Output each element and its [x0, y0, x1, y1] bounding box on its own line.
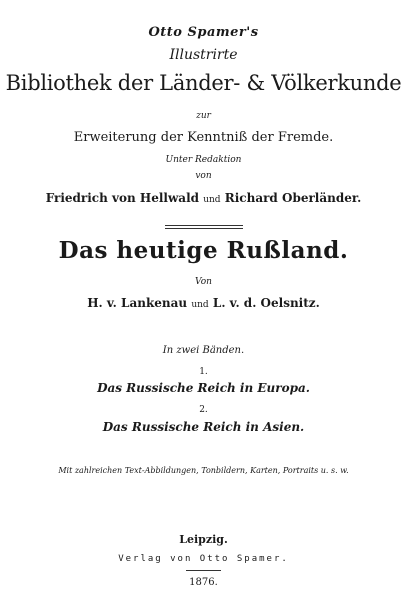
author-1: H. v. Lankenau [87, 296, 188, 310]
divider-rule [165, 225, 243, 229]
editors-line [0, 192, 407, 205]
vol1-number: 1. [199, 367, 208, 377]
editorship-label: Unter Redaktion [165, 155, 242, 165]
authors-line [0, 297, 407, 310]
vol2-number: 2. [199, 405, 208, 415]
by-label: Von [195, 277, 212, 287]
main-title: Das heutige Rußland. [58, 237, 349, 264]
series-purpose: Erweiterung der Kenntniß der Fremde. [73, 130, 334, 145]
editor-name-1: Friedrich von Hellwald [45, 191, 200, 205]
editor-name-2: Richard Oberländer. [224, 191, 362, 205]
series-zur: zur [196, 111, 211, 121]
volumes-label: In zwei Bänden. [162, 345, 245, 356]
series-title: Bibliothek der Länder- & Völkerkunde [5, 71, 402, 95]
author-2: L. v. d. Oelsnitz. [212, 296, 320, 310]
vol2-title: Das Russische Reich in Asien. [102, 420, 305, 434]
short-rule [186, 570, 221, 571]
publisher-line: Otto Spamer's [148, 25, 259, 40]
editorship-von: von [195, 171, 212, 181]
editors-und: und [203, 195, 221, 205]
series-illustrated: Illustrirte [169, 47, 238, 63]
year: 1876. [189, 577, 218, 588]
illustrations-note: Mit zahlreichen Text-Abbildungen, Tonbildern, Karten, Portraits u. s. w. [58, 466, 349, 475]
place: Leipzig. [179, 533, 228, 546]
authors-und: und [191, 300, 209, 310]
publisher: Verlag von Otto Spamer. [118, 554, 289, 564]
vol1-title: Das Russische Reich in Europa. [97, 381, 310, 395]
